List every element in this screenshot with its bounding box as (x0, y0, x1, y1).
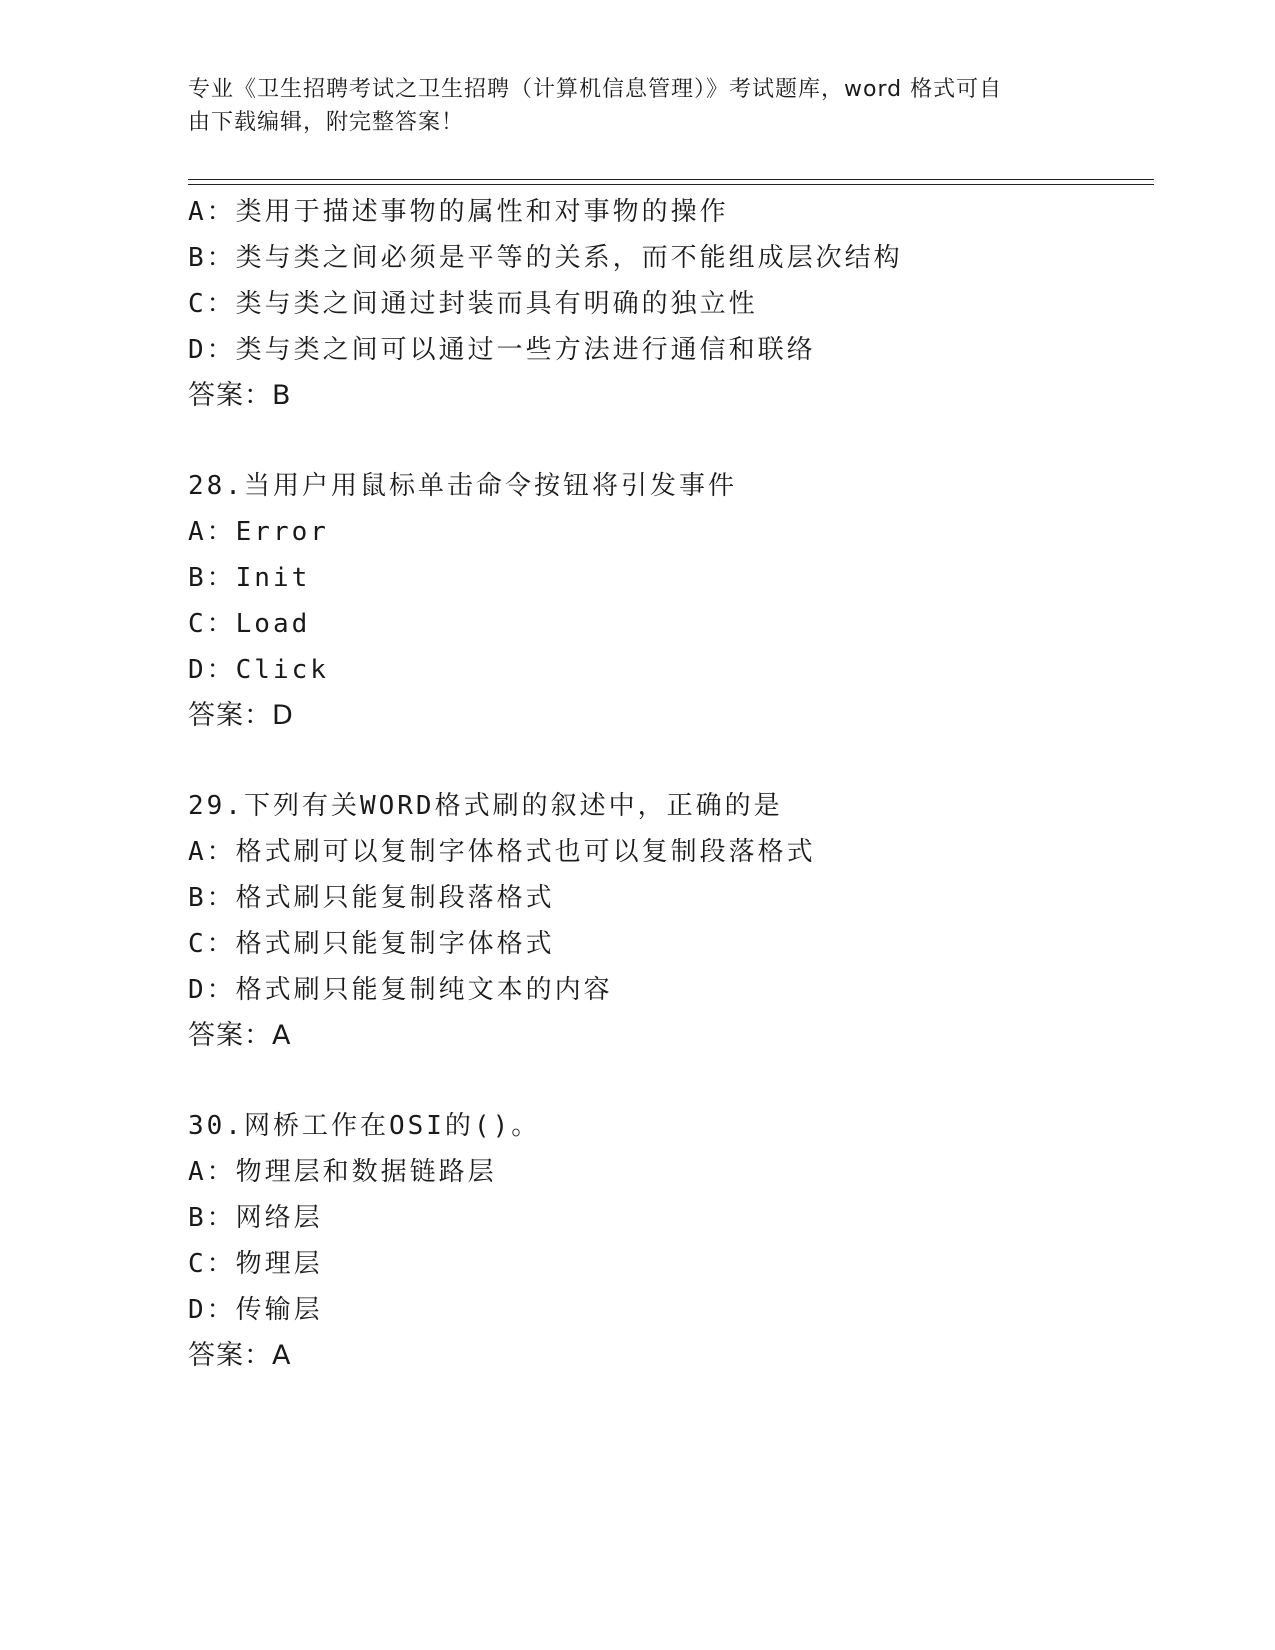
option-c: C：类与类之间通过封装而具有明确的独立性 (188, 289, 758, 319)
option-a: A：物理层和数据链路层 (188, 1157, 497, 1187)
option-b: B：类与类之间必须是平等的关系，而不能组成层次结构 (188, 243, 903, 273)
option-c: C：格式刷只能复制字体格式 (188, 929, 555, 959)
spacer (188, 739, 1154, 783)
option-c: C：Load (188, 609, 311, 639)
answer-label: 答案：A (188, 1340, 292, 1371)
spacer (188, 1059, 1154, 1103)
option-a: A：类用于描述事物的属性和对事物的操作 (188, 197, 729, 227)
question-list (188, 189, 1154, 1379)
document-header (188, 73, 1068, 139)
question-text: 28.当用户用鼠标单击命令按钮将引发事件 (188, 471, 737, 501)
answer-label: 答案：A (188, 1020, 292, 1051)
question-29 (188, 783, 1154, 1059)
answer-label: 答案：D (188, 700, 294, 731)
header-divider-top (188, 179, 1154, 180)
option-b: B：网络层 (188, 1203, 323, 1233)
question-text: 29.下列有关WORD格式刷的叙述中，正确的是 (188, 791, 783, 821)
answer-label: 答案：B (188, 380, 292, 411)
option-d: D：传输层 (188, 1295, 323, 1325)
option-d: D：格式刷只能复制纯文本的内容 (188, 975, 613, 1005)
header-line-2: 由下载编辑，附完整答案！ (188, 110, 465, 135)
question-30 (188, 1103, 1154, 1379)
option-a: A：格式刷可以复制字体格式也可以复制段落格式 (188, 837, 816, 867)
option-b: B：Init (188, 563, 311, 593)
header-line-1: 专业《卫生招聘考试之卫生招聘（计算机信息管理）》考试题库，word 格式可自 (188, 77, 1003, 102)
option-d: D：Click (188, 655, 329, 685)
question-28 (188, 463, 1154, 739)
question-27 (188, 189, 1154, 419)
spacer (188, 419, 1154, 463)
question-text: 30.网桥工作在OSI的()。 (188, 1111, 541, 1141)
option-c: C：物理层 (188, 1249, 323, 1279)
header-divider-bottom (188, 184, 1154, 185)
option-d: D：类与类之间可以通过一些方法进行通信和联络 (188, 335, 816, 365)
option-a: A：Error (188, 517, 329, 547)
option-b: B：格式刷只能复制段落格式 (188, 883, 555, 913)
